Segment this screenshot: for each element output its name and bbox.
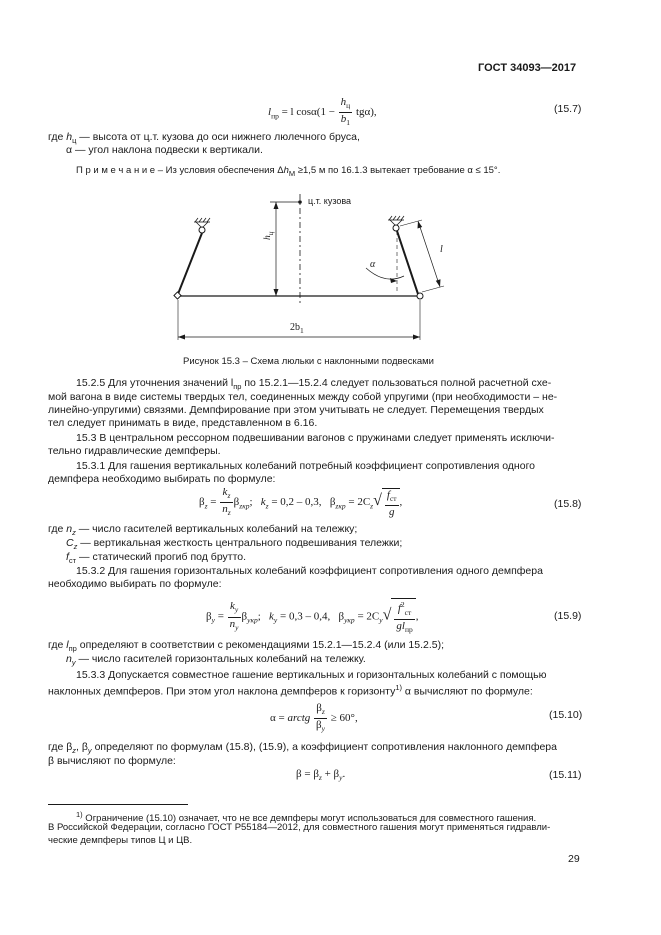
eq158-k2-sub: z [265,501,269,511]
eq159-f: f [397,602,401,615]
height-arrow-top [274,202,279,209]
right-lower-pivot [417,293,423,299]
eq158-sqrt-icon: √ [373,492,382,510]
height-arrow-bottom [274,289,279,296]
equation-15-11 [296,768,345,782]
equation-number-15-10: (15.10) [549,709,583,721]
eq1511-beta: β [296,768,302,780]
defs1-alpha-text: — угол наклона подвески к вертикали. [72,144,263,156]
eq159-end: , [415,610,419,623]
equation-number-15-11: (15.11) [549,769,582,781]
defs2-n-sub: z [72,528,76,538]
p-after-mid: , β [76,741,88,753]
eq159-c-sub: y [379,615,383,625]
defs3-l-sub: пр [68,644,77,654]
defs2-n-text: — число гасителей вертикальных колебаний на тележку; [75,523,358,535]
eq157-open: (1 − [316,106,335,119]
eq158-2c: 2C [357,496,371,509]
eq1511-end: . [342,768,346,780]
eq158-n-sub: z [227,508,231,518]
left-lower-pivot [174,292,181,299]
eq158-fraction [220,486,232,519]
p1533-line2a: наклонных демпферов. При этом угол наклона демпферов к горизонту [48,685,396,698]
note-label: П р и м е ч а н и е [76,165,156,176]
eq1511-plus: + β [321,768,340,780]
p153-line1: 15.3 В центральном рессорном подвешивании вагонов с пружинами следует применять исключи- [76,432,555,444]
page-number: 29 [568,853,580,865]
eq158-k2: k [260,496,266,509]
eq159-k-sub: y [234,605,239,615]
width-arrow-left [178,335,185,340]
right-hanger [397,231,418,294]
eq159-n: n [229,617,236,630]
eq157-lhs-sub: пр [271,111,279,121]
p153-line2: тельно гидравлические демпферы. [48,445,221,457]
defs3-n: n [66,653,72,665]
eq1510-num: β [316,702,322,714]
eq159-f-sup: 2 [400,600,405,609]
eq157-tail: tgα), [355,106,377,119]
defs3-n-text: — число гасителей горизонтальных колебаний на тележку. [75,653,366,665]
eq159-beta: β [206,610,212,623]
eq159-k2-sub: y [273,615,278,625]
eq159-sep1: ; [257,610,261,623]
eq159-fraction [228,600,241,633]
eq158-inner-fraction [385,489,399,518]
eq159-k: k [229,600,235,613]
defs2-c-text: — вертикальная жесткость центрального подвешивания тележки; [77,537,403,549]
eq158-f: f [386,488,390,501]
p1533-line1: 15.3.3 Допускается совместное гашение вертикальных и горизонтальных колебаний с помощью [76,669,547,681]
eq157-term: l cos [290,106,312,119]
eq159-f-sub: ст [404,607,412,617]
note-h-sub: М [288,168,296,178]
eq158-c-sub: z [370,501,374,511]
label-length: l [440,244,443,255]
definition-alpha [66,143,263,157]
eq1510-num-sub: z [321,707,325,717]
eq158-g: g [388,505,395,518]
defs3-l-text: определяют в соответствии с рекомендациями 15.2.1—15.2.4 (или 15.2.5); [76,639,445,651]
eq159-beta-kr2-sub: yкр [344,615,355,625]
p1531-line2: демпфера необходимо выбирать по формуле: [48,473,276,485]
label-height [263,232,275,241]
eq158-kz-value: = 0,2 – 0,3, [271,496,322,509]
label-width-sub: 1 [300,326,304,335]
p-after-rest: определяют по формулам (15.8), (15.9), а коэффициент сопротивления наклонного демпфера [91,741,557,753]
note-text-a: – Из условия обеспечения Δ [155,165,284,176]
eq159-beta-kr-sub: yкр [247,615,258,625]
eq159-beta-kr2: β [338,610,345,623]
label-width-symbol: 2b [290,322,300,333]
eq1510-den: β [316,719,322,732]
eq1510-rel: ≥ 60° [330,712,355,725]
equation-15-7 [268,96,377,129]
eq159-k2: k [269,610,274,623]
p-after-b2-sub: y [87,746,92,756]
right-upper-pivot [393,225,399,231]
eq159-eq2: = [357,610,364,623]
p1525-seg2: по 15.2.1—15.2.4 следует пользоваться полной расчетной схе- [241,377,552,389]
equation-number-15-9: (15.9) [554,610,582,622]
defs2-c: C [66,537,74,549]
length-arrow-top [418,221,423,229]
p1525-line4: тел следует принимать в виде, представленном в 6.16. [48,417,318,429]
eq157-den-sub: 1 [346,118,351,128]
p1533-footnote-ref: 1) [395,683,403,692]
label-height-symbol: h [263,235,273,240]
defs2-lead: где [48,523,64,535]
label-center-of-gravity: ц.т. кузова [308,196,352,206]
eq1511-y-sub: y [339,773,343,783]
defs2-c-sub: z [73,542,78,552]
defs1-h-symbol: h [66,131,73,143]
eq157-lhs: l [268,106,272,119]
label-width [290,322,304,335]
footnote-line3: ческие демпферы типов Ц и ЦВ. [48,835,193,846]
eq1510-eq: = [278,712,285,725]
defs1-h-text: — высота от ц.т. кузова до оси нижнего люлечного бруса, [76,131,360,143]
length-dimension-line [418,221,440,287]
footnote-mark: 1) [76,810,83,819]
footnote-line2: В Российской Федерации, согласно ГОСТ Р55184—2012, для совместного гашения могут применяться гидравли- [48,822,551,833]
label-angle: α [370,259,376,270]
eq159-beta-sub: y [211,615,215,625]
eq157-alpha: α [311,106,317,119]
p1525-seg0: 15.2.5 Для уточнения значений l [76,377,234,389]
eq158-k: k [222,486,228,498]
eq157-op: = [281,106,288,119]
defs2-f-text: — статический прогиб под брутто. [76,551,247,563]
note-h: h [283,165,289,176]
footnote-separator [48,804,188,805]
eq158-eq2: = [348,496,355,509]
eq159-eq1: = [217,610,224,623]
eq159-beta-kr: β [241,610,248,623]
note [76,164,500,180]
defs3-lead: где [48,639,64,651]
defs2-f: f [66,551,69,563]
eq158-k-sub: z [227,491,231,501]
eq157-num: h [340,96,347,108]
eq1510-alpha: α [270,712,276,725]
footnote-text1: Ограничение (15.10) означает, что не все демпферы могут использоваться для совместного гашения. [82,813,537,825]
equation-number-15-8: (15.8) [554,498,582,510]
defs2-n: n [66,523,73,535]
length-ext-bottom [422,286,444,292]
p-after-lead: где β [48,741,73,753]
p1533-line2 [48,681,533,699]
eq158-end: , [399,496,403,509]
eq158-eq1: = [210,496,217,509]
eq1511-z-sub: z [318,773,322,783]
defs3-n-sub: y [71,658,76,668]
figure-cradle-scheme [160,188,460,348]
eq157-den: b [340,113,347,126]
eq157-fraction [339,96,353,129]
note-text-b: ≥1,5 м по 16.1.3 вытекает требование α ≤ 15°. [295,165,501,176]
eq158-radicand [382,488,400,518]
eq159-inner-fraction [394,599,414,636]
length-arrow-bottom [436,279,441,287]
eq159-ky-value: = 0,3 – 0,4, [280,610,331,623]
equation-15-10 [270,702,358,735]
equation-15-8 [199,486,402,519]
p-after-line2: β вычисляют по формуле: [48,755,176,767]
p1525-line3: линейно-упругими) связями. Демпфирование при этом учитывать не следует. Перемещения твердых [48,404,544,416]
figure-caption: Рисунок 15.3 – Схема люльки с наклонными подвесками [183,356,434,367]
eq158-sep1: ; [249,496,253,509]
width-arrow-right [413,335,420,340]
p1531-line1: 15.3.1 Для гашения вертикальных колебаний потребный коэффициент сопротивления одного [76,460,536,472]
eq157-num-sub: ц [346,101,351,111]
eq159-sqrt-icon: √ [382,606,392,624]
eq159-n-sub: y [235,622,239,632]
equation-number-15-7: (15.7) [554,103,582,115]
defs1-lead: где [48,131,64,143]
defs1-alpha-symbol: α [66,144,73,156]
defs2-f-sub: ст [68,556,77,566]
eq158-beta-sub: z [204,501,208,511]
eq159-2c: 2C [366,610,380,623]
eq159-radicand [391,598,415,636]
defs1-h-sub: ц [72,136,77,146]
eq1510-fraction [314,702,327,735]
defs3-l: l [66,639,69,651]
standard-header: ГОСТ 34093—2017 [478,62,577,74]
p1525-line2: мой вагона в виде системы твердых тел, соединенных между собой упругими (при необходимости – не- [48,391,558,403]
p1533-line2b: α вычисляют по формуле: [402,685,533,698]
eq1510-end: , [354,712,358,725]
p1525-seg1: пр [233,382,242,392]
eq1511-eq: = β [304,768,319,780]
eq158-beta-kr-sub: zкр [239,501,250,511]
eq158-f-sub: ст [389,493,397,503]
eq159-gl-sub: пр [404,625,413,635]
eq1510-fn: arctg [287,712,311,725]
equation-15-9 [206,598,418,636]
label-height-sub: ц [265,231,275,236]
eq1510-den-sub: y [321,724,325,734]
eq158-beta-kr2-sub: zкр [335,501,346,511]
p1532-line1: 15.3.2 Для гашения горизонтальных колебаний коэффициент сопротивления одного демпфера [76,565,543,577]
eq158-beta: β [199,496,205,509]
p-after-b1-sub: z [72,746,77,756]
left-upper-pivot [199,227,205,233]
eq158-n: n [222,503,228,516]
eq158-beta-kr: β [233,496,240,509]
eq158-beta-kr2: β [329,496,336,509]
eq159-gl: gl [396,619,405,632]
left-hanger [178,233,202,294]
p1532-line2: необходимо выбирать по формуле: [48,578,222,590]
